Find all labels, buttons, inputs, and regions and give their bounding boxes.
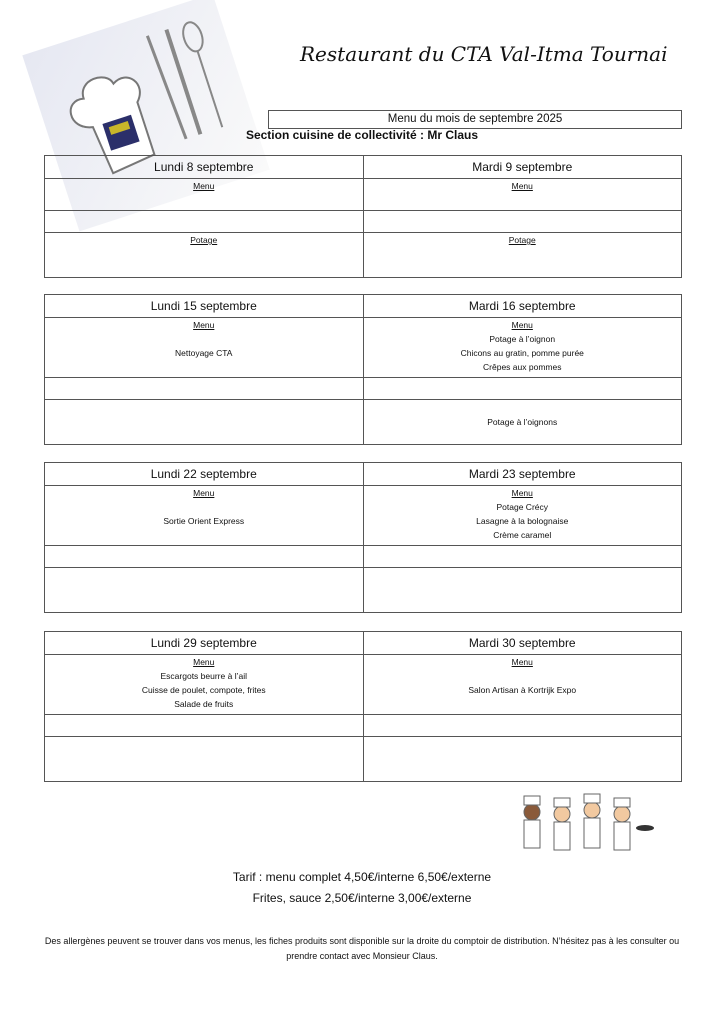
extra-item bbox=[45, 546, 363, 560]
menu-item: Cuisse de poulet, compote, frites bbox=[141, 685, 266, 695]
week-table bbox=[44, 631, 682, 782]
day-cell bbox=[45, 486, 364, 546]
day-cell bbox=[363, 486, 682, 546]
day-cell bbox=[363, 318, 682, 378]
menu-label: Menu bbox=[193, 181, 215, 191]
section-subtitle: Section cuisine de collectivité : Mr Claus bbox=[245, 128, 479, 142]
menu-item: Crème caramel bbox=[493, 530, 552, 540]
tarif-menu: Tarif : menu complet 4,50€/interne 6,50€/externe bbox=[232, 870, 492, 884]
day-cell bbox=[363, 655, 682, 715]
menu-label: Menu bbox=[193, 657, 215, 667]
menu-item: Crêpes aux pommes bbox=[483, 362, 562, 372]
table-row bbox=[45, 715, 682, 737]
table-row bbox=[45, 632, 682, 655]
day-cell bbox=[363, 568, 682, 613]
table-row bbox=[45, 486, 682, 546]
extra-item bbox=[364, 211, 682, 225]
week-table bbox=[44, 155, 682, 278]
day-cell bbox=[363, 546, 682, 568]
menu-item: Sortie Orient Express bbox=[163, 516, 245, 526]
day-cell bbox=[45, 400, 364, 445]
extra-item bbox=[45, 211, 363, 225]
table-row bbox=[45, 400, 682, 445]
day-cell bbox=[363, 211, 682, 233]
table-row bbox=[45, 211, 682, 233]
restaurant-title: Restaurant du CTA Val-Itma Tournai bbox=[300, 42, 668, 66]
table-row bbox=[45, 295, 682, 318]
table-row bbox=[45, 463, 682, 486]
day-cell bbox=[363, 378, 682, 400]
week-table bbox=[44, 462, 682, 613]
menu-item: Escargots beurre à l’ail bbox=[160, 671, 247, 681]
menu-item: Salon Artisan à Kortrijk Expo bbox=[468, 685, 577, 695]
day-cell bbox=[45, 179, 364, 211]
menu-label: Menu bbox=[511, 181, 533, 191]
month-banner: Menu du mois de septembre 2025 bbox=[268, 110, 682, 129]
menu-item bbox=[45, 332, 363, 346]
day-header: Mardi 16 septembre bbox=[363, 295, 682, 318]
menu-label: Menu bbox=[193, 488, 215, 498]
menu-label: Menu bbox=[511, 657, 533, 667]
menu-item: Nettoyage CTA bbox=[175, 348, 233, 358]
day-cell bbox=[363, 400, 682, 445]
day-cell bbox=[45, 318, 364, 378]
table-row bbox=[45, 378, 682, 400]
table-row bbox=[45, 318, 682, 378]
extra-item bbox=[364, 378, 682, 392]
tarif-frites: Frites, sauce 2,50€/interne 3,00€/externe bbox=[252, 891, 472, 905]
soup-label: Potage bbox=[190, 235, 218, 245]
week-table bbox=[44, 294, 682, 445]
table-row bbox=[45, 655, 682, 715]
menu-label: Menu bbox=[511, 320, 533, 330]
day-header: Lundi 8 septembre bbox=[45, 156, 364, 179]
day-cell bbox=[45, 546, 364, 568]
table-row bbox=[45, 737, 682, 782]
day-cell bbox=[45, 233, 364, 278]
table-row bbox=[45, 179, 682, 211]
soup-label: Potage bbox=[508, 235, 536, 245]
menu-label: Menu bbox=[193, 320, 215, 330]
day-header: Lundi 29 septembre bbox=[45, 632, 364, 655]
table-row bbox=[45, 568, 682, 613]
chefs-illustration bbox=[512, 790, 657, 860]
day-header: Mardi 30 septembre bbox=[363, 632, 682, 655]
day-header: Mardi 9 septembre bbox=[363, 156, 682, 179]
day-cell bbox=[363, 715, 682, 737]
day-cell bbox=[45, 211, 364, 233]
table-row bbox=[45, 546, 682, 568]
menu-item: Potage Crécy bbox=[496, 502, 548, 512]
day-cell bbox=[45, 715, 364, 737]
day-cell bbox=[45, 378, 364, 400]
day-cell bbox=[45, 568, 364, 613]
allergen-note: Des allergènes peuvent se trouver dans vos menus, les fiches produits sont disponible sur la droite du comptoir de distribution. N’hésitez pas à les consulter ou prendre contact avec Monsieur Claus. bbox=[44, 936, 680, 961]
table-row bbox=[45, 156, 682, 179]
table-row bbox=[45, 233, 682, 278]
extra-item bbox=[45, 378, 363, 392]
extra-item bbox=[45, 715, 363, 729]
menu-item: Lasagne à la bolognaise bbox=[476, 516, 569, 526]
day-cell bbox=[363, 737, 682, 782]
extra-item bbox=[364, 715, 682, 729]
menu-item bbox=[364, 669, 682, 683]
day-cell bbox=[363, 233, 682, 278]
extra-item bbox=[364, 546, 682, 560]
day-cell bbox=[45, 737, 364, 782]
day-header: Lundi 22 septembre bbox=[45, 463, 364, 486]
day-cell bbox=[45, 655, 364, 715]
menu-label: Menu bbox=[511, 488, 533, 498]
menu-item: Potage à l’oignon bbox=[489, 334, 556, 344]
day-cell bbox=[363, 179, 682, 211]
soup-item: Potage à l’oignons bbox=[487, 417, 558, 427]
menu-item: Salade de fruits bbox=[174, 699, 234, 709]
day-header: Lundi 15 septembre bbox=[45, 295, 364, 318]
day-header: Mardi 23 septembre bbox=[363, 463, 682, 486]
menu-item: Chicons au gratin, pomme purée bbox=[460, 348, 584, 358]
menu-item bbox=[45, 500, 363, 514]
